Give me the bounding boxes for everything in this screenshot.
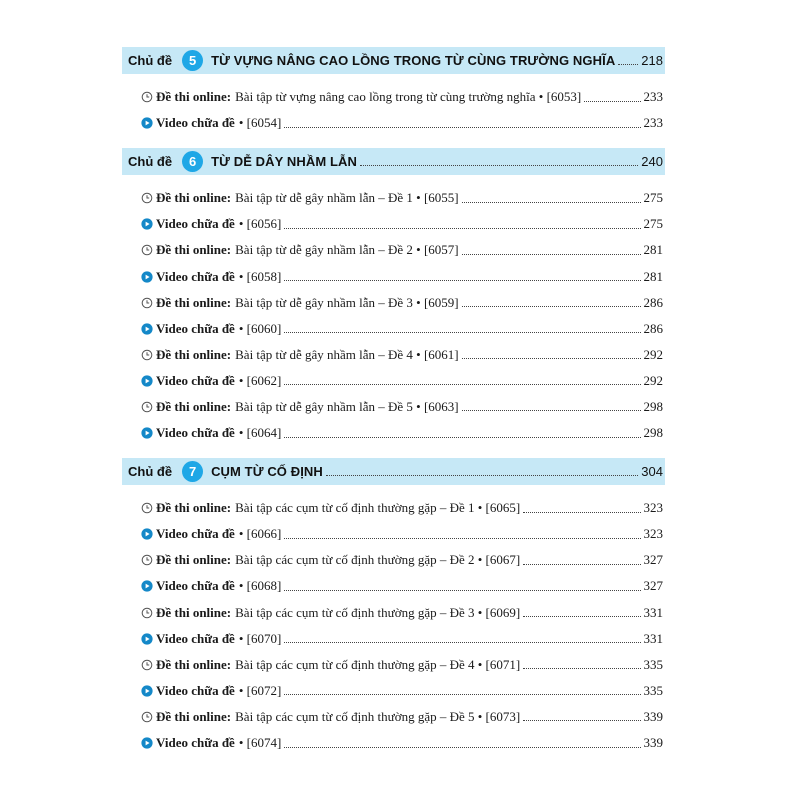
chapter-heading[interactable] bbox=[122, 458, 665, 485]
page-number: 275 bbox=[643, 190, 663, 206]
entry-label: Video chữa đề bbox=[156, 372, 235, 388]
page-number: 327 bbox=[643, 578, 663, 594]
play-circle-icon bbox=[141, 271, 153, 283]
table-of-contents bbox=[122, 47, 665, 768]
entry-text: Bài tập các cụm từ cố định thường gặp – Đề 5 • [6073] bbox=[235, 708, 521, 724]
page-number: 298 bbox=[643, 425, 663, 441]
dot-leader bbox=[523, 512, 640, 513]
dot-leader bbox=[462, 254, 641, 255]
page-number: 286 bbox=[643, 320, 663, 336]
online-exam-entry[interactable] bbox=[122, 704, 665, 730]
page-number: 331 bbox=[643, 604, 663, 620]
play-circle-icon bbox=[141, 375, 153, 387]
page-number: 335 bbox=[643, 682, 663, 698]
chapter-label: Chủ đề bbox=[128, 464, 173, 480]
page-number: 298 bbox=[643, 398, 663, 414]
page-number: 304 bbox=[641, 464, 663, 480]
dot-leader bbox=[284, 228, 640, 229]
play-circle-icon bbox=[141, 685, 153, 697]
entry-text: Bài tập các cụm từ cố định thường gặp – Đề 3 • [6069] bbox=[235, 604, 521, 620]
online-exam-entry[interactable] bbox=[122, 290, 665, 316]
chapter-heading[interactable] bbox=[122, 148, 665, 175]
entry-text: Bài tập từ dễ gây nhầm lẫn – Đề 2 • [6057] bbox=[235, 242, 459, 258]
entry-text: Bài tập các cụm từ cố định thường gặp – Đề 2 • [6067] bbox=[235, 552, 521, 568]
clock-icon bbox=[141, 349, 153, 361]
chapter-title: TỪ VỰNG NÂNG CAO LỒNG TRONG TỪ CÙNG TRƯỜNG NGHĨA bbox=[211, 53, 616, 68]
chapter-number-badge: 6 bbox=[182, 151, 203, 172]
play-circle-icon bbox=[141, 528, 153, 540]
page-number: 323 bbox=[643, 500, 663, 516]
video-solution-entry[interactable] bbox=[122, 110, 665, 136]
chapter-number-badge: 5 bbox=[182, 50, 203, 71]
page-number: 240 bbox=[641, 154, 663, 170]
dot-leader bbox=[284, 280, 640, 281]
entry-text: • [6070] bbox=[238, 630, 282, 646]
dot-leader bbox=[284, 694, 640, 695]
dot-leader bbox=[284, 747, 640, 748]
chapter-entries bbox=[122, 185, 665, 446]
entry-text: Bài tập từ dễ gây nhầm lẫn – Đề 1 • [6055] bbox=[235, 190, 459, 206]
entry-label: Đề thi online: bbox=[156, 708, 232, 724]
entry-text: • [6054] bbox=[238, 115, 282, 131]
online-exam-entry[interactable] bbox=[122, 394, 665, 420]
entry-label: Video chữa đề bbox=[156, 268, 235, 284]
page-number: 339 bbox=[643, 708, 663, 724]
entry-label: Video chữa đề bbox=[156, 115, 235, 131]
video-solution-entry[interactable] bbox=[122, 420, 665, 446]
page-number: 339 bbox=[643, 735, 663, 751]
dot-leader bbox=[523, 616, 640, 617]
online-exam-entry[interactable] bbox=[122, 185, 665, 211]
dot-leader bbox=[284, 127, 640, 128]
entry-label: Video chữa đề bbox=[156, 320, 235, 336]
video-solution-entry[interactable] bbox=[122, 263, 665, 289]
page-number: 323 bbox=[643, 526, 663, 542]
page-number: 286 bbox=[643, 294, 663, 310]
play-circle-icon bbox=[141, 633, 153, 645]
video-solution-entry[interactable] bbox=[122, 368, 665, 394]
dot-leader bbox=[462, 202, 641, 203]
online-exam-entry[interactable] bbox=[122, 600, 665, 626]
chapter-entries bbox=[122, 495, 665, 756]
dot-leader bbox=[284, 642, 640, 643]
clock-icon bbox=[141, 659, 153, 671]
entry-text: • [6066] bbox=[238, 526, 282, 542]
chapter-label: Chủ đề bbox=[128, 154, 173, 170]
clock-icon bbox=[141, 554, 153, 566]
entry-label: Video chữa đề bbox=[156, 216, 235, 232]
chapter-number-badge: 7 bbox=[182, 461, 203, 482]
chapter-entries bbox=[122, 84, 665, 136]
entry-label: Đề thi online: bbox=[156, 89, 232, 105]
dot-leader bbox=[523, 564, 640, 565]
video-solution-entry[interactable] bbox=[122, 678, 665, 704]
play-circle-icon bbox=[141, 580, 153, 592]
entry-text: • [6068] bbox=[238, 578, 282, 594]
entry-label: Đề thi online: bbox=[156, 500, 232, 516]
page-number: 335 bbox=[643, 656, 663, 672]
online-exam-entry[interactable] bbox=[122, 652, 665, 678]
page-number: 327 bbox=[643, 552, 663, 568]
page-number: 218 bbox=[641, 53, 663, 68]
dot-leader bbox=[462, 306, 641, 307]
dot-leader bbox=[618, 64, 638, 65]
play-circle-icon bbox=[141, 737, 153, 749]
entry-label: Đề thi online: bbox=[156, 656, 232, 672]
clock-icon bbox=[141, 91, 153, 103]
page-number: 281 bbox=[643, 242, 663, 258]
entry-text: Bài tập các cụm từ cố định thường gặp – Đề 4 • [6071] bbox=[235, 656, 521, 672]
entry-text: • [6074] bbox=[238, 735, 282, 751]
dot-leader bbox=[284, 384, 640, 385]
entry-label: Đề thi online: bbox=[156, 604, 232, 620]
entry-label: Video chữa đề bbox=[156, 630, 235, 646]
play-circle-icon bbox=[141, 117, 153, 129]
entry-label: Video chữa đề bbox=[156, 526, 235, 542]
dot-leader bbox=[523, 720, 640, 721]
entry-label: Đề thi online: bbox=[156, 294, 232, 310]
page-number: 233 bbox=[643, 115, 663, 131]
entry-text: • [6058] bbox=[238, 268, 282, 284]
entry-text: • [6062] bbox=[238, 372, 282, 388]
dot-leader bbox=[360, 165, 638, 166]
entry-label: Video chữa đề bbox=[156, 735, 235, 751]
play-circle-icon bbox=[141, 218, 153, 230]
online-exam-entry[interactable] bbox=[122, 547, 665, 573]
online-exam-entry[interactable] bbox=[122, 342, 665, 368]
dot-leader bbox=[284, 332, 640, 333]
clock-icon bbox=[141, 192, 153, 204]
video-solution-entry[interactable] bbox=[122, 316, 665, 342]
entry-text: • [6072] bbox=[238, 682, 282, 698]
dot-leader bbox=[284, 437, 640, 438]
dot-leader bbox=[326, 475, 638, 476]
clock-icon bbox=[141, 401, 153, 413]
chapter-title: TỪ DỄ DÂY NHẦM LẪN bbox=[211, 154, 358, 170]
video-solution-entry[interactable] bbox=[122, 211, 665, 237]
entry-label: Video chữa đề bbox=[156, 682, 235, 698]
chapter-label: Chủ đề bbox=[128, 53, 173, 68]
chapter-title: CỤM TỪ CỐ ĐỊNH bbox=[211, 464, 323, 480]
page-number: 233 bbox=[643, 89, 663, 105]
entry-label: Video chữa đề bbox=[156, 425, 235, 441]
entry-label: Đề thi online: bbox=[156, 242, 232, 258]
chapter-heading[interactable] bbox=[122, 47, 665, 74]
entry-label: Đề thi online: bbox=[156, 398, 232, 414]
entry-text: Bài tập từ dễ gây nhầm lẫn – Đề 3 • [6059] bbox=[235, 294, 459, 310]
video-solution-entry[interactable] bbox=[122, 573, 665, 599]
online-exam-entry[interactable] bbox=[122, 495, 665, 521]
dot-leader bbox=[284, 590, 640, 591]
online-exam-entry[interactable] bbox=[122, 237, 665, 263]
entry-text: Bài tập từ vựng nâng cao lồng trong từ cùng trường nghĩa • [6053] bbox=[235, 89, 582, 105]
page-number: 281 bbox=[643, 268, 663, 284]
video-solution-entry[interactable] bbox=[122, 730, 665, 756]
page-number: 275 bbox=[643, 216, 663, 232]
entry-text: Bài tập các cụm từ cố định thường gặp – Đề 1 • [6065] bbox=[235, 500, 521, 516]
page-number: 331 bbox=[643, 630, 663, 646]
online-exam-entry[interactable] bbox=[122, 84, 665, 110]
dot-leader bbox=[462, 410, 641, 411]
page-number: 292 bbox=[643, 346, 663, 362]
play-circle-icon bbox=[141, 427, 153, 439]
entry-label: Đề thi online: bbox=[156, 346, 232, 362]
dot-leader bbox=[284, 538, 640, 539]
video-solution-entry[interactable] bbox=[122, 521, 665, 547]
video-solution-entry[interactable] bbox=[122, 626, 665, 652]
play-circle-icon bbox=[141, 323, 153, 335]
clock-icon bbox=[141, 502, 153, 514]
dot-leader bbox=[523, 668, 640, 669]
entry-label: Đề thi online: bbox=[156, 190, 232, 206]
page-number: 292 bbox=[643, 372, 663, 388]
dot-leader bbox=[584, 101, 640, 102]
entry-text: • [6060] bbox=[238, 320, 282, 336]
entry-label: Video chữa đề bbox=[156, 578, 235, 594]
clock-icon bbox=[141, 297, 153, 309]
entry-text: Bài tập từ dễ gây nhầm lẫn – Đề 5 • [6063] bbox=[235, 398, 459, 414]
entry-text: Bài tập từ dễ gây nhầm lẫn – Đề 4 • [6061] bbox=[235, 346, 459, 362]
clock-icon bbox=[141, 607, 153, 619]
entry-text: • [6056] bbox=[238, 216, 282, 232]
clock-icon bbox=[141, 711, 153, 723]
entry-text: • [6064] bbox=[238, 425, 282, 441]
clock-icon bbox=[141, 244, 153, 256]
entry-label: Đề thi online: bbox=[156, 552, 232, 568]
dot-leader bbox=[462, 358, 641, 359]
